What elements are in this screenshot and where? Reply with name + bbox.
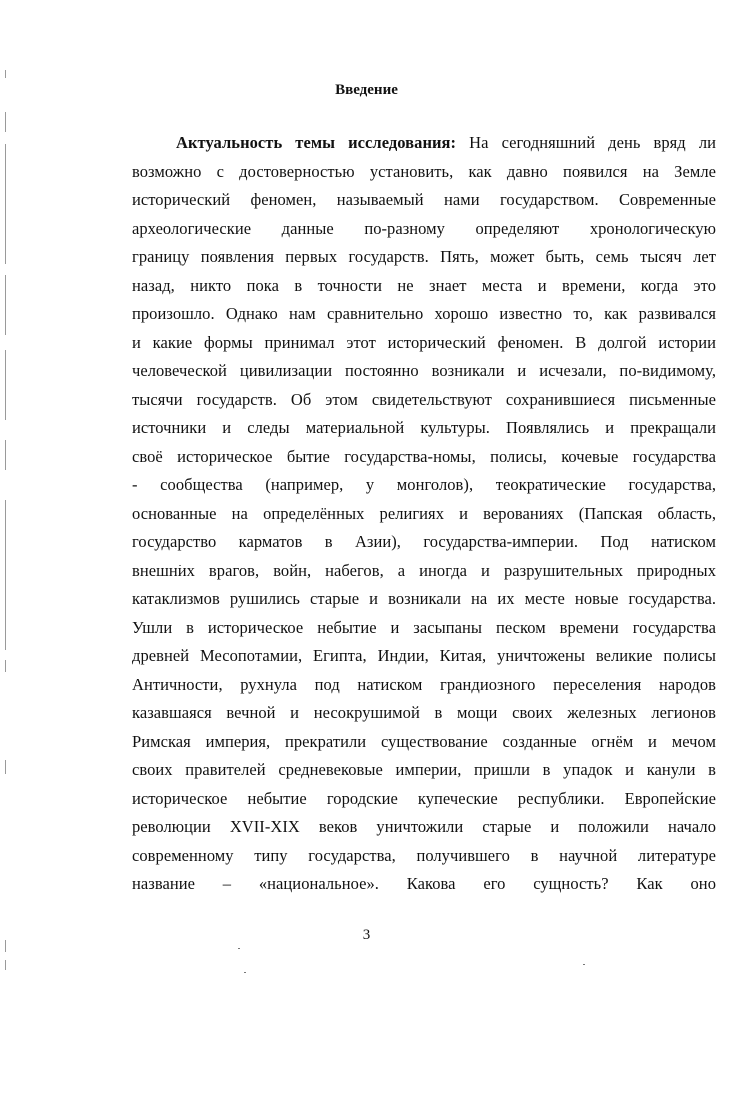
text-line	[132, 186, 716, 215]
text-line-content: На сегодняшний день вряд ли	[456, 133, 716, 152]
text-line-content: внешних врагов, войн, набегов, а иногда и разрушительных природных	[132, 560, 716, 580]
page-number: 3	[362, 927, 371, 943]
text-line-content: основанные на определённых религиях и верованиях (Папская область,	[132, 503, 716, 523]
text-line	[132, 728, 716, 757]
scan-mark	[5, 275, 6, 335]
text-line	[132, 158, 716, 187]
text-line-content: Римская империя, прекратили существование созданные огнём и мечом	[132, 731, 716, 751]
text-line-content: своих правителей средневековые империи, пришли в упадок и канули в	[132, 760, 716, 779]
text-line	[132, 785, 716, 814]
text-line-content: границу появления первых государств. Пять, может быть, семь тысяч лет	[132, 247, 716, 266]
text-line	[132, 671, 716, 700]
scan-mark	[5, 350, 6, 420]
text-line-content: казавшаяся вечной и несокрушимой в мощи своих железных легионов	[132, 703, 716, 722]
text-line-content: название – «национальное». Какова его сущность? Как оно	[132, 874, 716, 893]
scan-mark	[5, 960, 6, 970]
scan-mark	[5, 440, 6, 470]
text-line-content: своё историческое бытие государства-номы, полисы, кочевые государства	[132, 446, 716, 466]
text-line-content: - сообщества (например, у монголов), теократические государства,	[132, 475, 716, 494]
text-line	[132, 272, 716, 301]
text-line-content: историческое небытие городские купеческие республики. Европейские	[132, 788, 716, 808]
text-line-content: человеческой цивилизации постоянно возникали и исчезали, по-видимому,	[132, 361, 716, 380]
text-line-content: Ушли в историческое небытие и засыпаны песком времени государства	[132, 617, 716, 637]
text-line	[132, 300, 716, 329]
text-line	[132, 642, 716, 671]
text-line	[132, 614, 716, 643]
text-line	[132, 870, 716, 899]
text-line	[132, 243, 716, 272]
text-line-content: древней Месопотамии, Египта, Индии, Китая, уничтожены великие полисы	[132, 646, 716, 665]
text-line-content: государство карматов в Азии), государства-империи. Под натиском	[132, 532, 716, 551]
text-line	[132, 414, 716, 443]
text-line-content: Античности, рухнула под натиском грандиозного переселения народов	[132, 674, 716, 694]
text-line-content: современному типу государства, получившего в научной литературе	[132, 845, 716, 865]
text-line	[132, 813, 716, 842]
text-line-content: тысячи государств. Об этом свидетельствуют сохранившиеся письменные	[132, 389, 716, 409]
text-line	[132, 500, 716, 529]
scan-speck	[583, 964, 585, 965]
scan-speck	[238, 948, 240, 949]
text-line-content: катаклизмов рушились старые и возникали на их месте новые государства.	[132, 589, 716, 608]
text-line-content: революции XVII-XIX веков уничтожили старые и положили начало	[132, 817, 716, 836]
text-line	[132, 215, 716, 244]
scan-mark	[5, 660, 6, 672]
text-line-content: назад, никто пока в точности не знает места и времени, когда это	[132, 275, 716, 295]
scan-mark	[5, 144, 6, 264]
scan-mark	[5, 112, 6, 132]
scan-mark	[5, 500, 6, 650]
text-line	[132, 329, 716, 358]
scan-mark	[5, 760, 6, 774]
text-line-content: археологические данные по-разному определяют хронологическую	[132, 218, 716, 238]
text-line-content: источники и следы материальной культуры. Появлялись и прекращали	[132, 418, 716, 437]
text-line	[132, 129, 716, 158]
text-line-content: возможно с достоверностью установить, как давно появился на Земле	[132, 161, 716, 181]
text-line	[132, 357, 716, 386]
text-line	[132, 842, 716, 871]
scan-speck	[244, 972, 246, 973]
scan-mark	[5, 70, 6, 78]
text-line	[132, 443, 716, 472]
paragraph	[132, 129, 716, 899]
text-line	[132, 557, 716, 586]
text-line	[132, 528, 716, 557]
section-title: Введение	[335, 82, 398, 98]
scan-margin-marks	[2, 60, 12, 980]
text-line	[132, 699, 716, 728]
text-line	[132, 471, 716, 500]
text-line	[132, 585, 716, 614]
paragraph-lead: Актуальность темы исследования:	[176, 133, 457, 152]
text-line-content: исторический феномен, называемый нами государством. Современные	[132, 190, 716, 209]
text-line-content: произошло. Однако нам сравнительно хорошо известно то, как развивался	[132, 304, 716, 323]
text-line	[132, 386, 716, 415]
text-line	[132, 756, 716, 785]
text-line-content: и какие формы принимал этот исторический феномен. В долгой истории	[132, 332, 716, 352]
